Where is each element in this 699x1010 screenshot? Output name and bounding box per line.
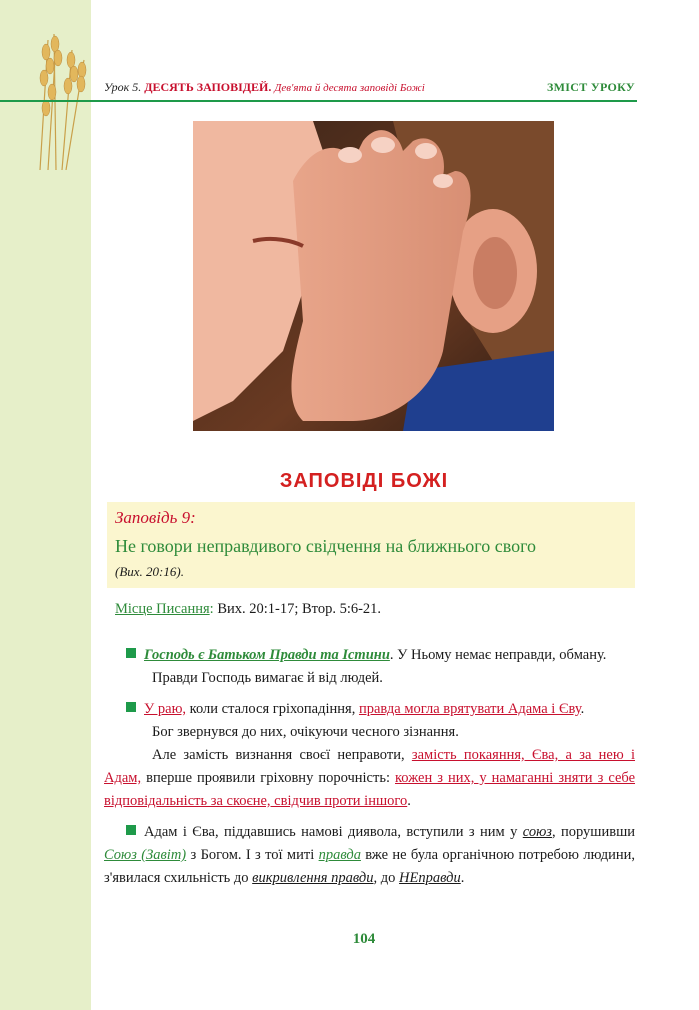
text: . <box>460 870 465 886</box>
term-link[interactable]: Господь є Батьком Правди та Істини <box>144 647 390 663</box>
bullet-square-icon <box>126 648 136 658</box>
highlight: замість покаяння, Єва, а за нею і Адам, <box>104 747 636 786</box>
page-header <box>104 80 635 100</box>
commandment-label: Заповідь 9: <box>115 508 196 527</box>
highlight: кожен з них, у намаганні зняти з себе відповідальність за скоєне, свідчив проти іншого <box>104 770 636 809</box>
text: . У Ньому немає неправди, обману. <box>389 647 607 663</box>
text: вже не була органічною потребою людини, з'явилася схильність до <box>104 847 635 886</box>
highlight: правда могла врятувати Адама і Єву <box>358 701 581 717</box>
paragraph-3 <box>104 698 635 721</box>
paragraph-1 <box>104 644 635 667</box>
toc-link[interactable]: ЗМІСТ УРОКУ <box>547 80 635 94</box>
text: , до <box>373 870 400 886</box>
text: з Богом. І з тої миті <box>186 847 319 863</box>
scripture-link[interactable]: Місце Писання <box>115 601 210 617</box>
whisper-photo <box>193 121 554 431</box>
bullet-square-icon <box>126 702 136 712</box>
text: коли сталося гріхопадіння, <box>186 701 359 717</box>
lesson-subtitle: Дев'ята й десята заповіді Божі <box>274 82 425 94</box>
highlight: У раю, <box>144 701 187 717</box>
paragraph-4: Бог звернувся до них, очікуючи чесного зізнання. <box>152 724 459 740</box>
paragraph-5 <box>104 744 635 813</box>
commandment-reference: (Вих. 20:16). <box>115 564 184 579</box>
lesson-title: ДЕСЯТЬ ЗАПОВІДЕЙ. <box>144 80 272 94</box>
term: НЕправди <box>399 870 461 886</box>
commandment-box <box>107 502 635 588</box>
bullet-square-icon <box>126 825 136 835</box>
scripture-refs: Вих. 20:1-17; Втор. 5:6-21. <box>213 601 382 617</box>
text: . <box>580 701 585 717</box>
lesson-number: Урок 5. <box>104 80 142 94</box>
term: викривлення правди <box>252 870 374 886</box>
term-link[interactable]: Союз (Завіт) <box>104 847 187 863</box>
text: , порушивши <box>551 824 636 840</box>
text: вперше проявили гріховну порочність: <box>141 770 395 786</box>
term-link[interactable]: правда <box>318 847 361 863</box>
text: . <box>407 793 411 809</box>
paragraph-6 <box>104 821 635 890</box>
commandment-text: Не говори неправдивого свідчення на ближнього свого <box>115 536 537 556</box>
header-rule <box>0 100 637 102</box>
body-text <box>104 644 635 890</box>
scripture-colon: : <box>209 601 214 617</box>
text: Але замість визнання своєї неправоти, <box>152 747 412 763</box>
paragraph-2: Правди Господь вимагає й від людей. <box>152 670 383 686</box>
term-soyuz: союз <box>522 824 552 840</box>
scripture-line <box>115 601 381 618</box>
section-title: ЗАПОВІДІ БОЖІ <box>279 470 449 492</box>
text: Адам і Єва, піддавшись намові диявола, вступили з ним у <box>144 824 523 840</box>
page-number: 104 <box>352 931 376 947</box>
